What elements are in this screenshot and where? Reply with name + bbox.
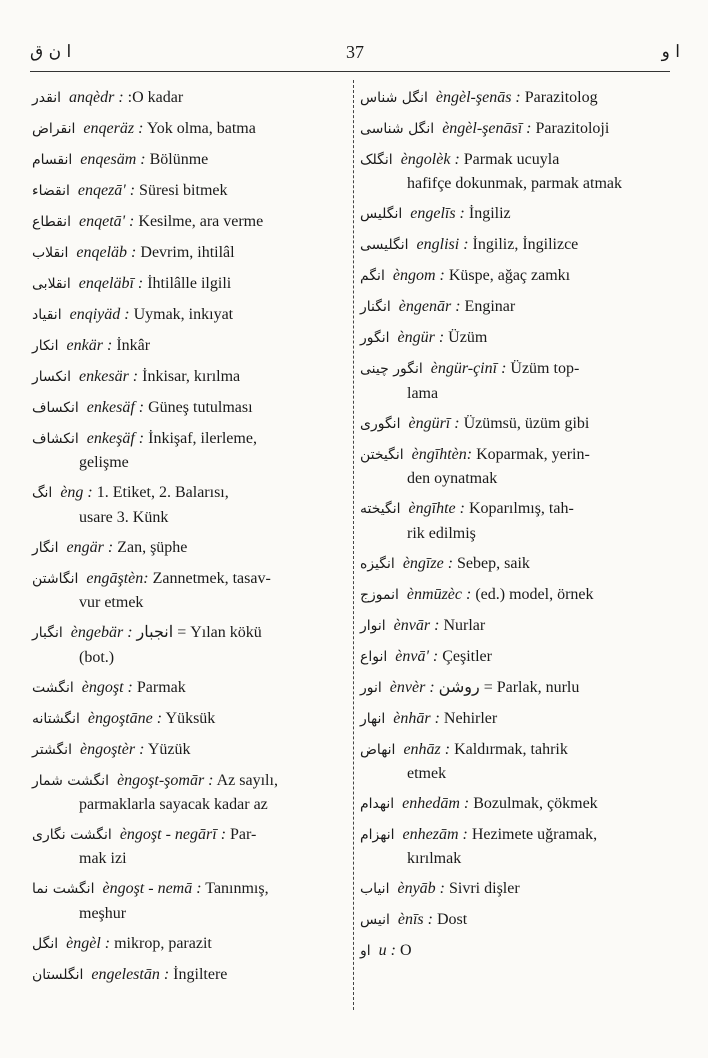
dictionary-entry <box>360 202 662 226</box>
transliteration: enkesär : <box>79 368 139 385</box>
arabic-headword: انگاشتن <box>32 570 79 587</box>
arabic-headword: انگيزه <box>360 555 395 572</box>
definition: Yok olma, batma <box>146 120 256 137</box>
definition: انجبار = Yılan kökü <box>136 624 262 642</box>
definition: Zan, şüphe <box>117 538 188 556</box>
definition-continuation: parmaklarla sayacak kadar az <box>79 796 268 814</box>
definition-continuation: (bot.) <box>79 648 115 666</box>
definition-continuation: den oynatmak <box>407 470 498 488</box>
dictionary-entry <box>32 396 340 420</box>
definition-continuation: lama <box>407 384 439 402</box>
dictionary-entry <box>32 536 340 560</box>
definition: Üzümsü, üzüm gibi <box>463 414 590 432</box>
transliteration: ènyāb : <box>397 880 445 898</box>
left-column <box>32 86 340 994</box>
definition: Sivri dişler <box>449 880 520 898</box>
transliteration: èngoştāne : <box>87 709 163 727</box>
transliteration: ènīs : <box>397 911 433 929</box>
arabic-headword: انقسام <box>32 152 73 168</box>
arabic-headword: انور <box>360 679 382 696</box>
definition: Parmak <box>136 678 186 696</box>
transliteration: èngoşt-şomār : <box>117 771 214 789</box>
transliteration: èngolèk : <box>400 151 460 168</box>
transliteration: èngīze : <box>402 554 454 572</box>
page-header <box>30 38 680 68</box>
page-number: 37 <box>346 42 364 62</box>
definition: Üzüm <box>448 329 488 347</box>
transliteration: enqetā' : <box>78 213 135 230</box>
transliteration: engāştèn: <box>86 569 149 587</box>
definition: İhtilâlle ilgili <box>147 275 232 292</box>
arabic-headword: انگليسى <box>360 237 409 254</box>
definition-continuation: etmek <box>407 765 447 783</box>
dictionary-entry <box>32 427 340 475</box>
arabic-headword: انموزج <box>360 586 399 603</box>
dictionary-entry <box>360 645 662 669</box>
arabic-headword: انگم <box>360 268 385 285</box>
transliteration: ènmūzèc : <box>406 585 472 603</box>
definition: Koparmak, yerin- <box>476 445 590 463</box>
arabic-headword: انوار <box>360 617 386 634</box>
dictionary-entry <box>360 583 662 607</box>
arabic-headword: انواع <box>360 648 388 665</box>
definition: İnkâr <box>116 337 151 354</box>
dictionary-entry <box>32 148 340 172</box>
definition: Par- <box>230 826 257 844</box>
transliteration: engelīs : <box>410 205 465 223</box>
dictionary-entry <box>32 932 340 956</box>
definition: Parazitolog <box>524 89 598 106</box>
definition: Süresi bitmek <box>139 182 228 199</box>
dictionary-entry <box>360 908 662 932</box>
definition-continuation: hafifçe dokunmak, parmak atmak <box>407 175 623 193</box>
dictionary-entry <box>360 676 662 700</box>
dictionary-entry <box>32 272 340 296</box>
arabic-headword: انگيخته <box>360 501 401 518</box>
transliteration: enhāz : <box>403 740 451 758</box>
arabic-headword: انگل <box>32 935 59 952</box>
definition: (ed.) model, örnek <box>475 585 594 603</box>
definition: Güneş tutulması <box>148 399 253 416</box>
transliteration: ènvèr : <box>389 678 435 696</box>
dictionary-entry <box>360 148 662 196</box>
arabic-headword: انقضاء <box>32 183 70 199</box>
definition: Üzüm top- <box>510 360 580 378</box>
arabic-headword: انقطاع <box>32 214 71 230</box>
transliteration: èngoşt : <box>81 678 133 696</box>
definition: İngiliz, İngilizce <box>472 236 579 254</box>
transliteration: enqeläb : <box>76 244 137 261</box>
definition: Devrim, ihtilâl <box>140 244 235 261</box>
dictionary-entry <box>360 295 662 319</box>
dictionary-entry <box>32 621 340 669</box>
definition: Koparılmış, tah- <box>468 500 574 518</box>
dictionary-entry <box>32 117 340 141</box>
transliteration: engelestān : <box>91 965 170 983</box>
dictionary-entry <box>32 241 340 265</box>
dictionary-entry <box>360 117 662 141</box>
dictionary-entry <box>360 233 662 257</box>
dictionary-entry <box>360 443 662 491</box>
arabic-headword: انكساف <box>32 400 79 416</box>
transliteration: èngenār : <box>398 298 461 316</box>
definition: :O kadar <box>127 89 184 106</box>
dictionary-entry <box>360 792 662 816</box>
dictionary-entry <box>360 877 662 901</box>
dictionary-entry <box>32 676 340 700</box>
definition: Parazitoloji <box>535 120 610 137</box>
definition: Kaldırmak, tahrik <box>454 740 568 758</box>
arabic-headword: انگ <box>32 485 53 502</box>
transliteration: èngebär : <box>70 624 133 642</box>
transliteration: èngoştèr : <box>79 740 145 758</box>
definition: Parmak ucuyla <box>463 151 560 168</box>
dictionary-entry <box>360 412 662 436</box>
dictionary-entry <box>360 264 662 288</box>
definition: Bölünme <box>149 151 209 168</box>
definition-continuation: mak izi <box>79 850 127 868</box>
arabic-headword: انقدر <box>32 90 61 106</box>
dictionary-entry <box>32 823 340 871</box>
arabic-headword: انگور چينى <box>360 361 423 378</box>
column-divider <box>353 80 354 1010</box>
transliteration: enqeräz : <box>83 120 144 137</box>
transliteration: enqezā' : <box>77 182 136 199</box>
definition: 1. Etiket, 2. Balarısı, <box>96 484 229 502</box>
definition-continuation: vur etmek <box>79 594 144 612</box>
dictionary-entry <box>360 357 662 405</box>
transliteration: enqesäm : <box>80 151 146 168</box>
definition: Tanınmış, <box>205 880 269 898</box>
arabic-headword: انگيختن <box>360 446 404 463</box>
definition: Hezimete uğramak, <box>471 826 598 844</box>
transliteration: èngom : <box>392 267 445 285</box>
definition: روشن = Parlak, nurlu <box>438 678 580 696</box>
definition: mikrop, parazit <box>114 934 212 952</box>
definition-continuation: rik edilmiş <box>407 524 476 542</box>
transliteration: enkär : <box>66 337 113 354</box>
transliteration: èng : <box>60 484 93 502</box>
transliteration: englisi : <box>416 236 469 254</box>
definition: Yüksük <box>165 709 216 727</box>
arabic-headword: انيس <box>360 912 390 929</box>
definition: İngiltere <box>173 965 228 983</box>
transliteration: anqèdr : <box>68 89 124 106</box>
transliteration: ènvār : <box>393 616 440 634</box>
arabic-headword: انگلستان <box>32 966 84 983</box>
dictionary-entry <box>32 210 340 234</box>
definition: Çeşitler <box>442 647 492 665</box>
dictionary-entry <box>360 823 662 871</box>
arabic-headword: انهار <box>360 710 386 727</box>
arabic-headword: انقياد <box>32 307 62 323</box>
definition: İngiliz <box>468 205 511 223</box>
dictionary-entry <box>360 86 662 110</box>
transliteration: enqiyäd : <box>69 306 130 323</box>
header-left-letters: ا ن ق <box>30 42 72 62</box>
transliteration: èngür : <box>397 329 445 347</box>
transliteration: enhedām : <box>402 795 470 813</box>
definition-continuation: meşhur <box>79 904 127 922</box>
dictionary-entry <box>360 552 662 576</box>
arabic-headword: انگشت شمار <box>32 772 110 789</box>
arabic-headword: انگشت <box>32 679 74 696</box>
dictionary-entry <box>32 738 340 762</box>
arabic-headword: انگور <box>360 330 390 347</box>
transliteration: enkesäf : <box>86 399 145 416</box>
transliteration: èngürī : <box>408 414 460 432</box>
arabic-headword: انگل شناسى <box>360 121 435 137</box>
arabic-headword: انگليس <box>360 206 403 223</box>
transliteration: èngīhte : <box>408 500 465 518</box>
transliteration: enqeläbī : <box>78 275 144 292</box>
arabic-headword: انقراض <box>32 121 76 137</box>
definition: Uymak, inkıyat <box>133 306 234 323</box>
definition: Kesilme, ara verme <box>138 213 264 230</box>
dictionary-entry <box>360 614 662 638</box>
definition: Nehirler <box>443 709 498 727</box>
definition-continuation: usare 3. Künk <box>79 508 169 526</box>
dictionary-entry <box>32 303 340 327</box>
arabic-headword: انكار <box>32 338 59 354</box>
definition: Yüzük <box>147 740 191 758</box>
transliteration: enhezām : <box>402 826 468 844</box>
definition: Küspe, ağaç zamkı <box>448 267 571 285</box>
arabic-headword: انياب <box>360 881 390 898</box>
definition: İnkişaf, ilerleme, <box>148 430 257 447</box>
definition: Enginar <box>464 298 516 316</box>
arabic-headword: او <box>360 943 371 960</box>
definition: O <box>399 942 412 960</box>
transliteration: èngèl-şenās : <box>435 89 521 106</box>
transliteration: enkeşäf : <box>86 430 145 447</box>
arabic-headword: انهاض <box>360 741 396 758</box>
arabic-headword: انگنار <box>360 299 391 316</box>
transliteration: ènvā' : <box>395 647 439 665</box>
dictionary-entry <box>32 707 340 731</box>
right-column <box>360 86 662 970</box>
dictionary-entry <box>32 481 340 529</box>
arabic-headword: انگشت نما <box>32 881 95 898</box>
definition: Sebep, saik <box>457 554 530 572</box>
definition: İnkisar, kırılma <box>142 368 241 385</box>
arabic-headword: انگشتر <box>32 741 72 758</box>
arabic-headword: انگل شناس <box>360 90 428 106</box>
transliteration: ènhār : <box>393 709 440 727</box>
arabic-headword: انگورى <box>360 415 401 432</box>
dictionary-entry <box>32 877 340 925</box>
definition: Zannetmek, tasav- <box>152 569 271 587</box>
dictionary-entry <box>360 326 662 350</box>
transliteration: èngèl : <box>66 934 111 952</box>
dictionary-entry <box>360 939 662 963</box>
arabic-headword: انگشتانه <box>32 710 80 727</box>
definition: Dost <box>436 911 468 929</box>
dictionary-entry <box>32 179 340 203</box>
transliteration: u : <box>378 942 396 960</box>
dictionary-entry <box>32 963 340 987</box>
arabic-headword: انگار <box>32 539 59 556</box>
dictionary-entry <box>32 365 340 389</box>
header-right-letters: ا و <box>661 42 680 62</box>
dictionary-entry <box>360 707 662 731</box>
definition: Az sayılı, <box>216 771 278 789</box>
dictionary-entry <box>360 497 662 545</box>
arabic-headword: انهدام <box>360 796 395 813</box>
arabic-headword: انقلابى <box>32 276 71 292</box>
definition: Nurlar <box>443 616 486 634</box>
transliteration: èngür-çinī : <box>430 360 507 378</box>
dictionary-entry <box>32 86 340 110</box>
arabic-headword: انگشت نگارى <box>32 827 112 844</box>
dictionary-entry <box>32 567 340 615</box>
arabic-headword: انكسار <box>32 369 72 385</box>
dictionary-entry <box>32 769 340 817</box>
header-rule <box>30 71 670 72</box>
transliteration: engär : <box>66 538 114 556</box>
arabic-headword: انهزام <box>360 827 395 844</box>
arabic-headword: انگلک <box>360 152 393 168</box>
dictionary-entry <box>32 334 340 358</box>
transliteration: èngoşt - nemā : <box>102 880 202 898</box>
arabic-headword: انقلاب <box>32 245 69 261</box>
definition-continuation: kırılmak <box>407 850 462 868</box>
dictionary-entry <box>360 738 662 786</box>
transliteration: èngoşt - negārī : <box>119 826 227 844</box>
arabic-headword: انكشاف <box>32 431 79 447</box>
definition-continuation: gelişme <box>79 454 129 472</box>
definition: Bozulmak, çökmek <box>473 795 598 813</box>
transliteration: èngèl-şenāsī : <box>442 120 532 137</box>
transliteration: èngīhtèn: <box>411 445 473 463</box>
arabic-headword: انگبار <box>32 625 63 642</box>
